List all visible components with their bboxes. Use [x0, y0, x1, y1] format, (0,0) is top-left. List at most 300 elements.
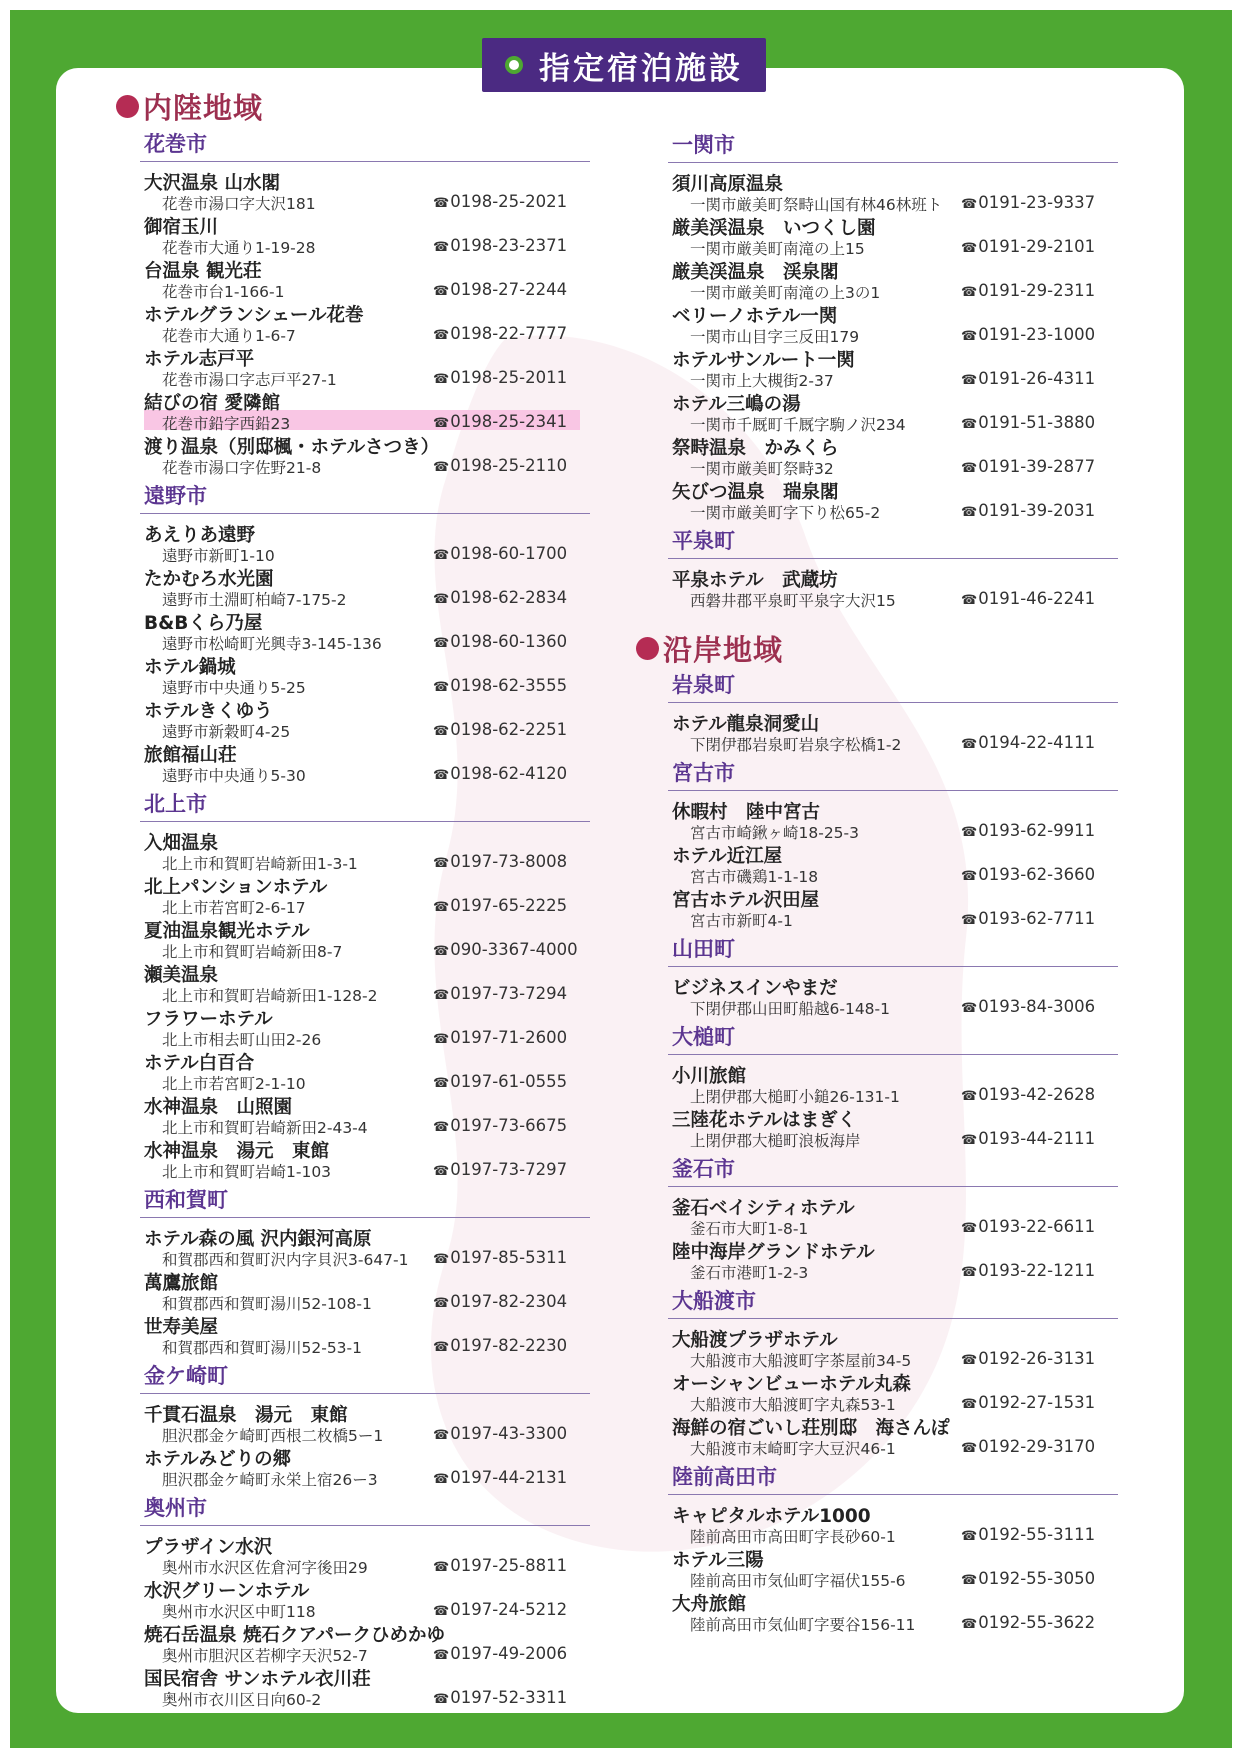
phone-number: 0191-23-1000 — [978, 325, 1096, 344]
phone-number: 0191-23-9337 — [978, 193, 1096, 212]
facility-entry — [668, 797, 1118, 841]
facility-entry — [140, 300, 590, 344]
phone-number: 0193-44-2111 — [978, 1129, 1096, 1148]
facility-name: 水神温泉 湯元 東館 — [144, 1141, 330, 1162]
facility-address: 大船渡市大船渡町字茶屋前34-5 — [690, 1352, 912, 1370]
facility-address: 北上市和賀町岩崎新田8-7 — [162, 943, 343, 961]
facility-phone — [433, 852, 567, 871]
municipality-section — [668, 757, 1118, 929]
phone-number: 0197-65-2225 — [450, 896, 568, 915]
right-column-inland — [668, 125, 1118, 609]
facility-entry — [140, 1532, 590, 1576]
facility-phone — [961, 1349, 1095, 1368]
phone-number: 0198-22-7777 — [450, 324, 568, 343]
phone-number: 0191-29-2101 — [978, 237, 1096, 256]
facility-entry — [140, 1136, 590, 1180]
facility-phone — [433, 1248, 567, 1267]
facility-address: 釜石市港町1-2-3 — [690, 1264, 809, 1282]
telephone-icon: ☎ — [961, 825, 978, 840]
phone-number: 0192-55-3050 — [978, 1569, 1096, 1588]
telephone-icon: ☎ — [433, 1560, 450, 1575]
region-heading-text: 沿岸地域 — [663, 633, 784, 667]
facility-entry — [668, 301, 1118, 345]
facility-address: 遠野市新穀町4-25 — [162, 723, 291, 741]
municipality-heading: 岩泉町 — [668, 669, 1118, 703]
telephone-icon: ☎ — [433, 416, 450, 431]
telephone-icon: ☎ — [433, 1472, 450, 1487]
facility-phone — [961, 1261, 1095, 1280]
facility-address: 和賀郡西和賀町湯川52-53-1 — [162, 1339, 362, 1357]
phone-number: 0197-44-2131 — [450, 1468, 568, 1487]
phone-number: 0193-62-3660 — [978, 865, 1096, 884]
phone-number: 0197-73-7294 — [450, 984, 568, 1003]
telephone-icon: ☎ — [433, 1692, 450, 1707]
facility-address: 花巻市湯口字佐野21-8 — [162, 459, 322, 477]
facility-entry — [140, 212, 590, 256]
telephone-icon: ☎ — [433, 680, 450, 695]
facility-name: ホテル鍋城 — [144, 657, 236, 678]
facility-name: ビジネスインやまだ — [672, 978, 838, 999]
phone-number: 0192-26-3131 — [978, 1349, 1096, 1368]
phone-number: 0191-26-4311 — [978, 369, 1096, 388]
telephone-icon: ☎ — [433, 1032, 450, 1047]
telephone-icon: ☎ — [433, 1252, 450, 1267]
telephone-icon: ☎ — [433, 592, 450, 607]
facility-entry — [668, 1237, 1118, 1281]
facility-name: 大沢温泉 山水閣 — [144, 173, 280, 194]
phone-number: 0198-62-3555 — [450, 676, 568, 695]
facility-entry — [140, 652, 590, 696]
facility-name: たかむろ水光園 — [144, 569, 274, 590]
municipality-section — [140, 1360, 590, 1488]
telephone-icon: ☎ — [433, 900, 450, 915]
municipality-section — [668, 1285, 1118, 1457]
phone-number: 0193-62-9911 — [978, 821, 1096, 840]
facility-name: 小川旅館 — [672, 1066, 747, 1087]
title-bullet-icon — [505, 56, 523, 74]
phone-number: 0191-29-2311 — [978, 281, 1096, 300]
facility-address: 一関市厳美町祭畤山国有林46林班ト — [690, 196, 943, 214]
facility-name: 須川高原温泉 — [672, 174, 784, 195]
facility-name: B&Bくら乃屋 — [144, 613, 263, 634]
facility-entry — [140, 388, 590, 432]
municipality-heading: 北上市 — [140, 788, 590, 822]
facility-address: 一関市千厩町千厩字駒ノ沢234 — [690, 416, 906, 434]
facility-name: 萬鷹旅館 — [144, 1273, 219, 1294]
facility-entry — [140, 1092, 590, 1136]
facility-name: 厳美渓温泉 いつくし園 — [672, 218, 876, 239]
municipality-heading: 平泉町 — [668, 525, 1118, 559]
facility-address: 遠野市松崎町光興寺3-145-136 — [162, 635, 382, 653]
municipality-heading: 金ケ崎町 — [140, 1360, 590, 1394]
facility-entry — [140, 168, 590, 212]
municipality-section — [140, 1184, 590, 1356]
telephone-icon: ☎ — [961, 737, 978, 752]
phone-number: 0197-73-7297 — [450, 1160, 568, 1179]
facility-name: ホテルみどりの郷 — [144, 1449, 292, 1470]
telephone-icon: ☎ — [961, 285, 978, 300]
municipality-section — [140, 788, 590, 1180]
telephone-icon: ☎ — [961, 197, 978, 212]
telephone-icon: ☎ — [433, 856, 450, 871]
facility-address: 花巻市台1-166-1 — [162, 283, 285, 301]
facility-address: 奥州市水沢区中町118 — [162, 1603, 316, 1621]
facility-entry — [140, 564, 590, 608]
facility-entry — [140, 740, 590, 784]
facility-entry — [668, 709, 1118, 753]
facility-address: 上閉伊郡大槌町浪板海岸 — [690, 1132, 861, 1150]
telephone-icon: ☎ — [433, 1428, 450, 1443]
phone-number: 0198-25-2011 — [450, 368, 568, 387]
municipality-section — [668, 1461, 1118, 1633]
facility-phone — [961, 909, 1095, 928]
facility-phone — [433, 1116, 567, 1135]
phone-number: 0197-73-8008 — [450, 852, 568, 871]
facility-entry — [668, 885, 1118, 929]
facility-address: 和賀郡西和賀町沢内字貝沢3-647-1 — [162, 1251, 409, 1269]
facility-address: 宮古市磯鶏1-1-18 — [690, 868, 819, 886]
facility-address: 北上市和賀町岩崎1-103 — [162, 1163, 332, 1181]
facility-name: 水神温泉 山照園 — [144, 1097, 293, 1118]
telephone-icon: ☎ — [961, 1265, 978, 1280]
facility-entry — [140, 1224, 590, 1268]
telephone-icon: ☎ — [961, 417, 978, 432]
facility-phone — [961, 589, 1095, 608]
facility-name: ホテル近江屋 — [672, 846, 783, 867]
phone-number: 0193-62-7711 — [978, 909, 1096, 928]
facility-phone — [433, 632, 567, 651]
facility-phone — [433, 1336, 567, 1355]
facility-phone — [961, 457, 1095, 476]
facility-entry — [668, 1589, 1118, 1633]
phone-number: 0197-82-2304 — [450, 1292, 568, 1311]
facility-address: 花巻市大通り1-19-28 — [162, 239, 316, 257]
telephone-icon: ☎ — [433, 1164, 450, 1179]
facility-name: オーシャンビューホテル丸森 — [672, 1374, 911, 1395]
municipality-heading: 山田町 — [668, 933, 1118, 967]
facility-name: 台温泉 観光荘 — [144, 261, 262, 282]
facility-address: 花巻市鉛字西鉛23 — [162, 415, 291, 433]
phone-number: 0198-25-2110 — [450, 456, 568, 475]
facility-phone — [433, 324, 567, 343]
phone-number: 0191-39-2877 — [978, 457, 1096, 476]
telephone-icon: ☎ — [433, 372, 450, 387]
facility-address: 遠野市中央通り5-25 — [162, 679, 306, 697]
facility-entry — [668, 433, 1118, 477]
telephone-icon: ☎ — [433, 1604, 450, 1619]
facility-address: 遠野市新町1-10 — [162, 547, 275, 565]
telephone-icon: ☎ — [433, 944, 450, 959]
facility-address: 胆沢郡金ケ崎町永栄上宿26ー3 — [162, 1471, 378, 1489]
facility-entry — [668, 1061, 1118, 1105]
phone-number: 0198-60-1360 — [450, 632, 568, 651]
facility-address: 陸前高田市気仙町字要谷156-11 — [690, 1616, 916, 1634]
facility-phone — [433, 368, 567, 387]
facility-entry — [668, 841, 1118, 885]
facility-entry — [140, 1048, 590, 1092]
facility-entry — [140, 828, 590, 872]
facility-name: ホテル龍泉洞愛山 — [672, 714, 820, 735]
facility-address: 北上市若宮町2-1-10 — [162, 1075, 306, 1093]
phone-number: 090-3367-4000 — [450, 940, 578, 959]
facility-phone — [961, 1525, 1095, 1544]
telephone-icon: ☎ — [433, 1648, 450, 1663]
facility-name: ホテルきくゆう — [144, 701, 273, 722]
facility-name: 宮古ホテル沢田屋 — [672, 890, 820, 911]
telephone-icon: ☎ — [961, 1617, 978, 1632]
facility-phone — [433, 1688, 567, 1707]
telephone-icon: ☎ — [961, 1133, 978, 1148]
facility-name: フラワーホテル — [144, 1009, 273, 1030]
facility-name: ホテル三陽 — [672, 1550, 764, 1571]
facility-phone — [433, 280, 567, 299]
phone-number: 0193-22-1211 — [978, 1261, 1096, 1280]
facility-phone — [433, 1424, 567, 1443]
facility-name: ホテル白百合 — [144, 1053, 255, 1074]
facility-phone — [961, 821, 1095, 840]
facility-address: 花巻市大通り1-6-7 — [162, 327, 296, 345]
telephone-icon: ☎ — [433, 240, 450, 255]
telephone-icon: ☎ — [961, 1397, 978, 1412]
facility-phone — [961, 1569, 1095, 1588]
phone-number: 0191-51-3880 — [978, 413, 1096, 432]
facility-phone — [961, 325, 1095, 344]
region-bullet-icon — [116, 95, 139, 118]
facility-phone — [433, 1292, 567, 1311]
facility-phone — [433, 1160, 567, 1179]
facility-address: 上閉伊郡大槌町小鎚26-131-1 — [690, 1088, 900, 1106]
facility-entry — [140, 520, 590, 564]
facility-name: 国民宿舎 サンホテル衣川荘 — [144, 1669, 371, 1690]
municipality-section — [140, 128, 590, 476]
facility-name: 夏油温泉観光ホテル — [144, 921, 310, 942]
facility-phone — [433, 1072, 567, 1091]
facility-phone — [433, 236, 567, 255]
facility-address: 北上市和賀町岩崎新田2-43-4 — [162, 1119, 368, 1137]
municipality-section — [668, 1153, 1118, 1281]
phone-number: 0197-24-5212 — [450, 1600, 568, 1619]
municipality-heading: 大船渡市 — [668, 1285, 1118, 1319]
municipality-heading: 奥州市 — [140, 1492, 590, 1526]
facility-entry — [668, 389, 1118, 433]
region-heading-text: 内陸地域 — [143, 91, 264, 125]
facility-phone — [433, 940, 578, 959]
facility-name: 大舟旅館 — [672, 1594, 747, 1615]
facility-phone — [433, 764, 567, 783]
facility-name: 大船渡プラザホテル — [672, 1330, 838, 1351]
facility-name: 平泉ホテル 武蔵坊 — [672, 570, 838, 591]
phone-number: 0194-22-4111 — [978, 733, 1096, 752]
telephone-icon: ☎ — [433, 1076, 450, 1091]
telephone-icon: ☎ — [433, 196, 450, 211]
facility-address: 一関市厳美町字下り松65-2 — [690, 504, 881, 522]
phone-number: 0198-60-1700 — [450, 544, 568, 563]
facility-name: 水沢グリーンホテル — [144, 1581, 310, 1602]
facility-name: 結びの宿 愛隣館 — [144, 393, 280, 414]
facility-phone — [961, 1393, 1095, 1412]
facility-entry — [668, 1105, 1118, 1149]
telephone-icon: ☎ — [961, 461, 978, 476]
facility-address: 北上市和賀町岩崎新田1-3-1 — [162, 855, 358, 873]
facility-phone — [433, 412, 567, 431]
facility-entry — [140, 1268, 590, 1312]
phone-number: 0197-73-6675 — [450, 1116, 568, 1135]
facility-entry — [140, 1400, 590, 1444]
facility-name: 焼石岳温泉 焼石クアパークひめかゆ — [144, 1625, 445, 1646]
facility-address: 宮古市新町4-1 — [690, 912, 793, 930]
phone-number: 0197-61-0555 — [450, 1072, 568, 1091]
facility-entry — [668, 257, 1118, 301]
facility-name: 北上パンションホテル — [144, 877, 328, 898]
telephone-icon: ☎ — [961, 1001, 978, 1016]
facility-address: 花巻市湯口字志戸平27-1 — [162, 371, 337, 389]
telephone-icon: ☎ — [961, 913, 978, 928]
telephone-icon: ☎ — [433, 1120, 450, 1135]
phone-number: 0192-29-3170 — [978, 1437, 1096, 1456]
phone-number: 0197-43-3300 — [450, 1424, 568, 1443]
facility-address: 陸前高田市高田町字長砂60-1 — [690, 1528, 896, 1546]
facility-entry — [140, 960, 590, 1004]
facility-name: ホテル志戸平 — [144, 349, 255, 370]
facility-entry — [668, 213, 1118, 257]
facility-address: 下閉伊郡山田町船越6-148-1 — [690, 1000, 890, 1018]
facility-name: ベリーノホテル一関 — [672, 306, 838, 327]
facility-phone — [433, 192, 567, 211]
phone-number: 0198-25-2341 — [450, 412, 568, 431]
telephone-icon: ☎ — [961, 869, 978, 884]
phone-number: 0197-25-8811 — [450, 1556, 568, 1575]
facility-entry — [140, 916, 590, 960]
facility-phone — [961, 237, 1095, 256]
phone-number: 0193-42-2628 — [978, 1085, 1096, 1104]
phone-number: 0192-27-1531 — [978, 1393, 1096, 1412]
facility-phone — [433, 984, 567, 1003]
facility-address: 一関市厳美町南滝の上15 — [690, 240, 865, 258]
facility-name: プラザイン水沢 — [144, 1537, 273, 1558]
facility-name: 三陸花ホテルはまぎく — [672, 1110, 857, 1131]
facility-address: 下閉伊郡岩泉町岩泉字松橋1-2 — [690, 736, 902, 754]
municipality-heading: 釜石市 — [668, 1153, 1118, 1187]
facility-address: 北上市和賀町岩崎新田1-128-2 — [162, 987, 378, 1005]
facility-entry — [668, 1413, 1118, 1457]
telephone-icon: ☎ — [961, 1221, 978, 1236]
facility-phone — [433, 676, 567, 695]
facility-address: 遠野市中央通り5-30 — [162, 767, 306, 785]
facility-phone — [433, 1644, 567, 1663]
municipality-heading: 花巻市 — [140, 128, 590, 162]
region-heading-inland — [116, 86, 263, 127]
facility-entry — [668, 565, 1118, 609]
facility-address: 一関市上大槻街2-37 — [690, 372, 834, 390]
telephone-icon: ☎ — [961, 1353, 978, 1368]
municipality-section — [668, 1021, 1118, 1149]
facility-address: 一関市山目字三反田179 — [690, 328, 860, 346]
facility-name: 入畑温泉 — [144, 833, 219, 854]
facility-phone — [961, 997, 1095, 1016]
facility-entry — [140, 432, 590, 476]
facility-entry — [140, 256, 590, 300]
facility-phone — [433, 1600, 567, 1619]
municipality-heading: 陸前高田市 — [668, 1461, 1118, 1495]
telephone-icon: ☎ — [433, 548, 450, 563]
phone-number: 0198-27-2244 — [450, 280, 568, 299]
facility-name: 釜石ベイシティホテル — [672, 1198, 855, 1219]
facility-address: 大船渡市末崎町字大豆沢46-1 — [690, 1440, 896, 1458]
facility-name: 厳美渓温泉 渓泉閣 — [672, 262, 839, 283]
phone-number: 0192-55-3111 — [978, 1525, 1096, 1544]
facility-address: 北上市相去町山田2-26 — [162, 1031, 322, 1049]
telephone-icon: ☎ — [961, 1089, 978, 1104]
phone-number: 0193-22-6611 — [978, 1217, 1096, 1236]
telephone-icon: ☎ — [433, 328, 450, 343]
facility-phone — [961, 733, 1095, 752]
facility-address: 大船渡市大船渡町字丸森53-1 — [690, 1396, 896, 1414]
facility-phone — [433, 456, 567, 475]
municipality-heading: 大槌町 — [668, 1021, 1118, 1055]
phone-number: 0198-23-2371 — [450, 236, 568, 255]
phone-number: 0191-46-2241 — [978, 589, 1096, 608]
telephone-icon: ☎ — [433, 284, 450, 299]
municipality-section — [140, 480, 590, 784]
facility-phone — [961, 865, 1095, 884]
facility-phone — [961, 281, 1095, 300]
phone-number: 0197-85-5311 — [450, 1248, 568, 1267]
phone-number: 0197-71-2600 — [450, 1028, 568, 1047]
facility-phone — [961, 1085, 1095, 1104]
facility-entry — [668, 477, 1118, 521]
facility-address: 奥州市水沢区佐倉河字後田29 — [162, 1559, 368, 1577]
facility-entry — [668, 1193, 1118, 1237]
facility-phone — [961, 413, 1095, 432]
phone-number: 0198-25-2021 — [450, 192, 568, 211]
facility-phone — [433, 588, 567, 607]
facility-phone — [433, 1028, 567, 1047]
facility-entry — [140, 344, 590, 388]
phone-number: 0197-52-3311 — [450, 1688, 568, 1707]
facility-phone — [961, 193, 1095, 212]
municipality-section — [668, 933, 1118, 1017]
telephone-icon: ☎ — [961, 505, 978, 520]
facility-entry — [140, 872, 590, 916]
phone-number: 0192-55-3622 — [978, 1613, 1096, 1632]
telephone-icon: ☎ — [961, 329, 978, 344]
telephone-icon: ☎ — [433, 724, 450, 739]
facility-entry — [668, 1545, 1118, 1589]
facility-entry — [140, 608, 590, 652]
facility-address: 和賀郡西和賀町湯川52-108-1 — [162, 1295, 372, 1313]
facility-name: 御宿玉川 — [144, 217, 219, 238]
facility-address: 奥州市衣川区日向60-2 — [162, 1691, 322, 1709]
phone-number: 0197-49-2006 — [450, 1644, 568, 1663]
facility-phone — [961, 501, 1095, 520]
facility-name: キャピタルホテル1000 — [672, 1506, 871, 1527]
telephone-icon: ☎ — [433, 768, 450, 783]
facility-entry — [668, 1369, 1118, 1413]
region-heading-coastal — [636, 628, 783, 669]
facility-phone — [961, 369, 1095, 388]
facility-name: 渡り温泉（別邸楓・ホテルさつき） — [144, 437, 440, 458]
facility-address: 北上市若宮町2-6-17 — [162, 899, 306, 917]
phone-number: 0191-39-2031 — [978, 501, 1096, 520]
facility-name: ホテルグランシェール花巻 — [144, 305, 364, 326]
municipality-section — [668, 525, 1118, 609]
region-bullet-icon — [636, 637, 659, 660]
facility-entry — [140, 1444, 590, 1488]
telephone-icon: ☎ — [961, 1573, 978, 1588]
facility-phone — [961, 1217, 1095, 1236]
page-title — [482, 38, 766, 92]
municipality-heading: 一関市 — [668, 129, 1118, 163]
